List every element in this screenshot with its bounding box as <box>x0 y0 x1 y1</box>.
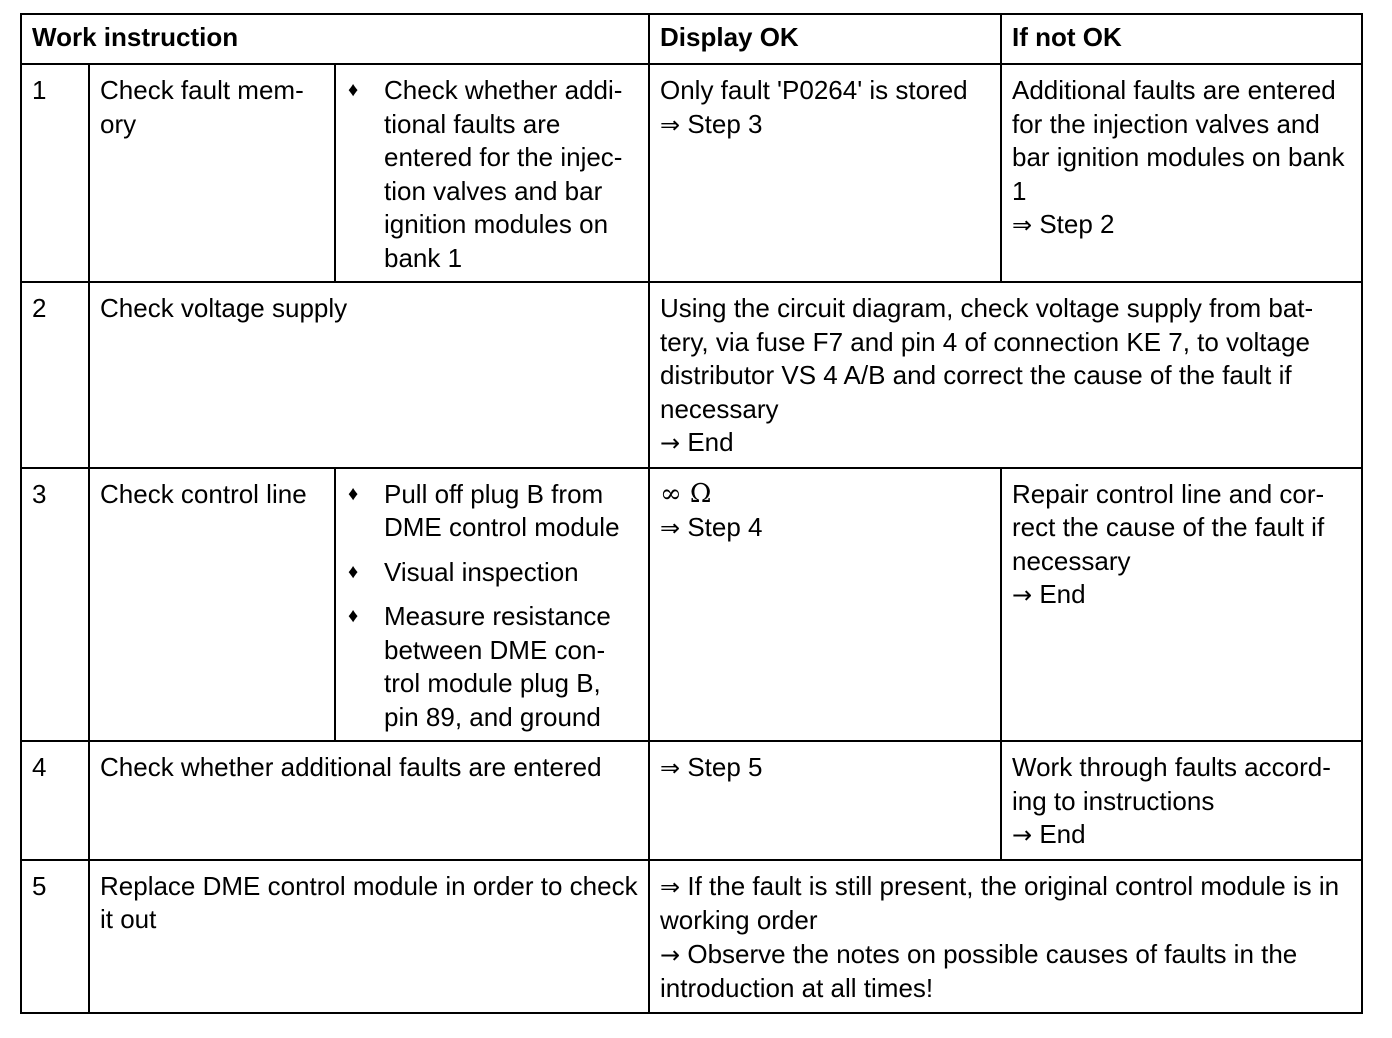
header-row <box>21 14 1362 64</box>
not-ok-text: Repair control line and cor-rect the cause of the fault if necessary <box>1012 478 1325 576</box>
implies-arrow-icon: ⇒ <box>1012 211 1033 239</box>
bullet-list <box>346 478 638 735</box>
display-ok-text: Only fault 'P0264' is stored <box>660 75 968 105</box>
end-text: End <box>1039 579 1086 609</box>
next-step-text: Step 2 <box>1039 209 1115 239</box>
end-text: End <box>687 427 734 457</box>
step-task: Check fault mem-ory <box>89 64 335 282</box>
diamond-bullet-icon: ♦ <box>348 482 359 505</box>
display-ok-next <box>660 511 990 546</box>
step-number: 5 <box>21 860 89 1013</box>
step-task: Replace DME control module in order to check it out <box>89 860 649 1013</box>
next-step-text: Step 5 <box>687 752 763 782</box>
header-if-not-ok: If not OK <box>1001 14 1362 64</box>
header-work-instruction: Work instruction <box>21 14 649 64</box>
display-ok-cell <box>649 64 1001 282</box>
bullet-item <box>346 74 638 275</box>
not-ok-next <box>1012 208 1351 243</box>
display-ok-next <box>660 108 990 143</box>
not-ok-text: Additional faults are entered for the injection valves and bar ignition modules on bank 1 <box>1012 75 1345 206</box>
display-ok-text: ∞ Ω <box>660 478 712 509</box>
not-ok-text: Work through faults accord-ing to instructions <box>1012 752 1331 816</box>
display-ok-cell <box>649 741 1001 860</box>
not-ok-cell <box>1001 64 1362 282</box>
bullet-item <box>346 478 638 545</box>
not-ok-next <box>1012 818 1351 853</box>
table-row <box>21 860 1362 1013</box>
table-row <box>21 64 1362 282</box>
result-cell <box>649 282 1362 468</box>
step-task: Check whether additional faults are entered <box>89 741 649 860</box>
end-text: End <box>1039 819 1086 849</box>
bullet-text: Measure resistance between DME con-trol module plug B, pin 89, and ground <box>384 601 611 732</box>
display-ok-cell <box>649 468 1001 742</box>
implies-arrow-icon: ⇒ <box>660 872 681 901</box>
result-text: If the fault is still present, the original control module is in working order <box>660 870 1340 935</box>
table-row <box>21 741 1362 860</box>
step-details <box>335 64 649 282</box>
table-row <box>21 282 1362 468</box>
right-arrow-icon: → <box>1012 581 1033 609</box>
diamond-bullet-icon: ♦ <box>348 79 359 101</box>
step-number: 2 <box>21 282 89 468</box>
result-next <box>660 426 1351 461</box>
step-details <box>335 468 649 742</box>
right-arrow-icon: → <box>1012 821 1033 849</box>
step-number: 4 <box>21 741 89 860</box>
bullet-item <box>346 600 638 734</box>
result-line-1 <box>660 870 1351 938</box>
display-ok-next <box>660 751 990 786</box>
implies-arrow-icon: ⇒ <box>660 514 681 542</box>
diamond-bullet-icon: ♦ <box>348 605 359 627</box>
bullet-item <box>346 556 638 590</box>
implies-arrow-icon: ⇒ <box>660 110 681 139</box>
next-step-text: Step 3 <box>687 108 763 139</box>
not-ok-next <box>1012 578 1351 613</box>
result-text: Observe the notes on possible causes of faults in the introduction at all times! <box>660 938 1298 1003</box>
bullet-list <box>346 74 638 275</box>
bullet-text: Pull off plug B from DME control module <box>384 478 620 542</box>
step-number: 3 <box>21 468 89 742</box>
result-line-2 <box>660 938 1351 1006</box>
bullet-text: Check whether addi-tional faults are entered for the injec-tion valves and bar ignition modules on bank 1 <box>384 75 623 273</box>
bullet-text: Visual inspection <box>384 556 579 587</box>
work-instruction-table <box>20 13 1363 1014</box>
not-ok-cell <box>1001 741 1362 860</box>
header-display-ok: Display OK <box>649 14 1001 64</box>
diamond-bullet-icon: ♦ <box>348 560 359 583</box>
next-step-text: Step 4 <box>687 512 763 542</box>
implies-arrow-icon: ⇒ <box>660 754 681 782</box>
right-arrow-icon: → <box>660 940 681 969</box>
step-task: Check voltage supply <box>89 282 649 468</box>
right-arrow-icon: → <box>660 429 681 457</box>
step-number: 1 <box>21 64 89 282</box>
table-row <box>21 468 1362 742</box>
result-text: Using the circuit diagram, check voltage supply from bat-tery, via fuse F7 and pin 4 of connection KE 7, to voltage distributor VS 4 A/B and correct the cause of the fault if necessary <box>660 293 1314 424</box>
not-ok-cell <box>1001 468 1362 742</box>
result-cell <box>649 860 1362 1013</box>
step-task: Check control line <box>89 468 335 742</box>
